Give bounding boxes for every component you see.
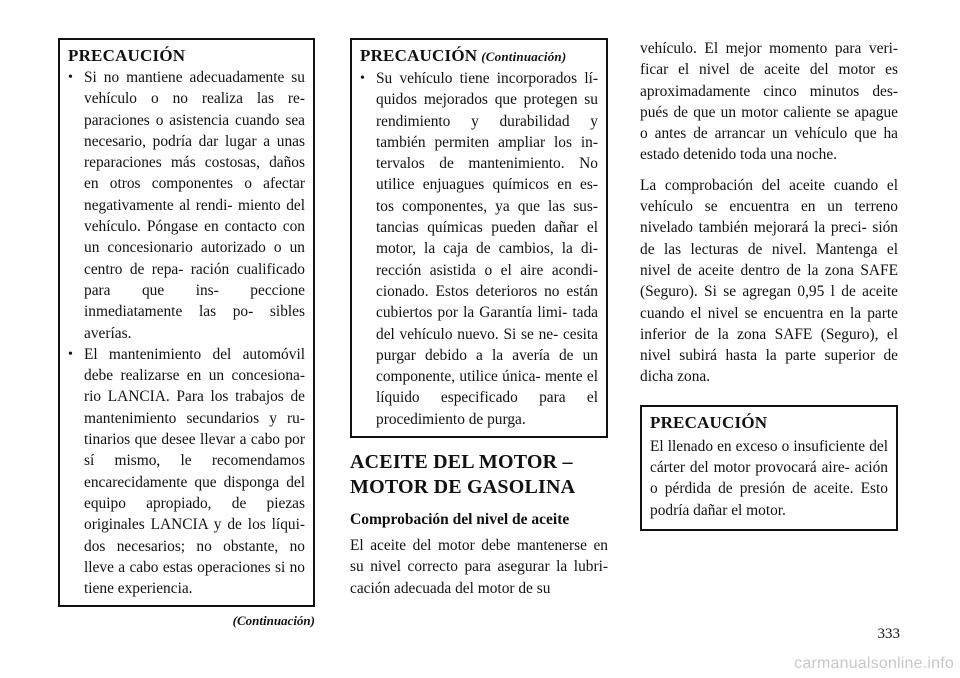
caution-box	[640, 405, 898, 531]
body-paragraph: vehículo. El mejor momento para veri- ficar el nivel de aceite del motor es aproximadamente cinco minutos des- pués de que un motor caliente se apague o antes de arrancar un vehículo que ha estado detenido toda una noche.	[640, 40, 898, 164]
sub-heading: Comprobación del nivel de aceite	[350, 511, 570, 529]
caution-box	[58, 38, 315, 607]
caution-title-text: PRECAUCIÓN	[360, 46, 478, 65]
caution-title: PRECAUCIÓN	[68, 46, 186, 65]
watermark: carmanualsonline.info	[794, 655, 954, 672]
caution-bullet-item: • El mantenimiento del automóvil debe realizarse en un concesiona- rio LANCIA. Para los trabajos de mantenimiento secundarios y ru- tinarios que desee llevar a cabo por sí mismo, le recomendamos encarecidamente que disponga del equipo apropiado, de piezas originales LANCIA y de los líqui- dos necesarios; no obstante, no lleve a cabo estas operaciones si no tiene experiencia.	[68, 344, 305, 600]
continuation-note: (Continuación)	[232, 613, 315, 629]
section-heading-line: ACEITE DEL MOTOR –	[350, 451, 573, 474]
caution-text: El llenado en exceso o insuficiente del cárter del motor provocará aire- ación o pérdida de presión de aceite. Esto podría dañar el motor.	[650, 437, 888, 519]
body-paragraph: El aceite del motor debe mantenerse en su nivel correcto para asegurar la lubri- cación adecuada del motor de su	[350, 537, 608, 597]
caution-title	[360, 45, 598, 68]
section-heading-line: MOTOR DE GASOLINA	[350, 476, 576, 499]
right-column	[640, 38, 898, 531]
caution-title: PRECAUCIÓN	[650, 412, 768, 432]
caution-bullet-list	[68, 67, 305, 599]
caution-bullet-list	[360, 68, 598, 430]
caution-box-continued	[350, 38, 608, 438]
caution-bullet-item: • Si no mantiene adecuadamente su vehículo o no realiza las re- paraciones o asistencia cuando sea necesario, podría dar lugar a unas reparaciones más costosas, daños en otros componentes o afectar negativamente al rendi- miento del vehículo. Póngase en contacto con un concesionario autorizado o un centro de repa- ración cualificado para que ins- peccione inmediatamente las po- sibles averías.	[68, 67, 305, 344]
left-column	[58, 38, 315, 629]
page-number: 333	[877, 626, 900, 642]
section-heading	[350, 450, 608, 500]
middle-column	[350, 38, 608, 599]
caution-bullet-item: • Su vehículo tiene incorporados lí- quidos mejorados que protegen su rendimiento y durabilidad y también permiten ampliar los in- tervalos de mantenimiento. No utilice enjuagues químicos en es- tos componentes, ya que las sus- tancias químicas pueden dañar el motor, la caja de cambios, la di- rección asistida o el aire acondi- cionado. Estos deterioros no están cubiertos por la Garantía limi- tada del vehículo nuevo. Si se ne- cesita purgar debido a la avería de un componente, utilice única- mente el líquido especificado para el procedimiento de purga.	[360, 68, 598, 430]
caution-continuation-tag: (Continuación)	[481, 49, 567, 64]
body-paragraph: La comprobación del aceite cuando el vehículo se encuentra en un terreno nivelado también mejorará la preci- sión de las lecturas de nivel. Mantenga el nivel de aceite dentro de la zona SAFE (Seguro). Si se agregan 0,95 l de aceite cuando el nivel se encuentra en la parte inferior de la zona SAFE (Seguro), el nivel subirá hasta la parte superior de dicha zona.	[640, 176, 898, 386]
